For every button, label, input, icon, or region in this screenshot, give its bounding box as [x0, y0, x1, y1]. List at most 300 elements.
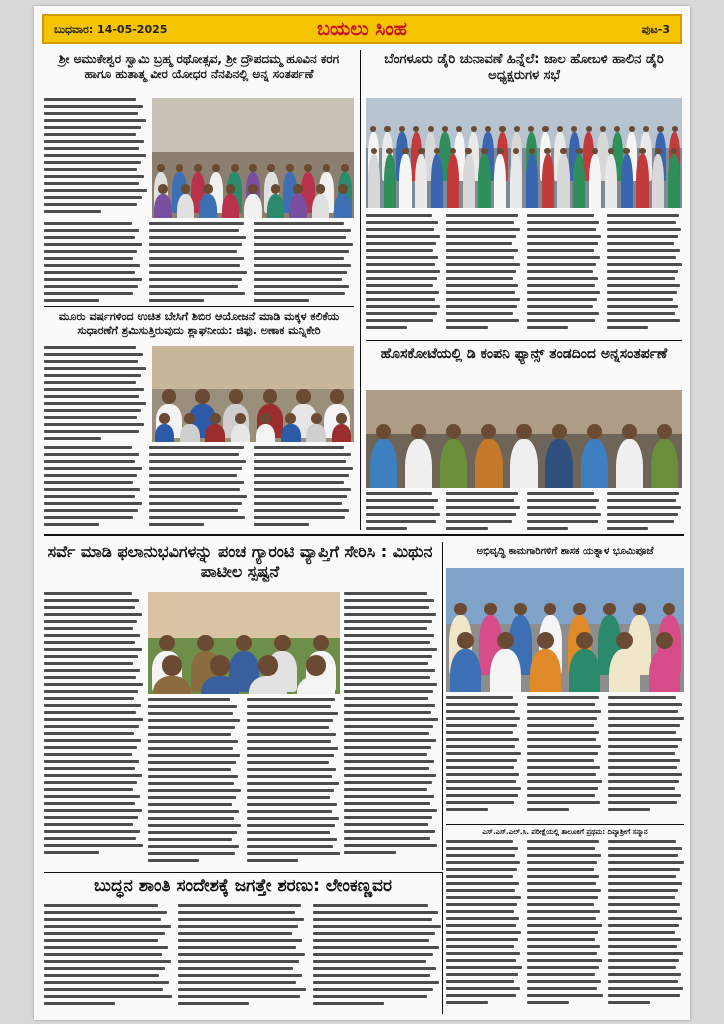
- text-line: [44, 655, 138, 658]
- text-line: [148, 768, 231, 771]
- text-line: [44, 509, 138, 512]
- person-head: [528, 126, 534, 132]
- person-head: [330, 389, 344, 403]
- text-line: [247, 824, 335, 827]
- person-head: [235, 413, 246, 424]
- person-figure: [651, 439, 678, 488]
- text-line: [607, 305, 679, 308]
- text-line: [607, 492, 680, 495]
- text-line: [344, 648, 437, 651]
- text-line: [44, 182, 139, 185]
- person-figure: [332, 424, 352, 442]
- text-line: [44, 516, 133, 519]
- person-head: [384, 126, 390, 132]
- text-line: [178, 1002, 249, 1005]
- text-line: [527, 882, 596, 885]
- text-line: [527, 214, 594, 217]
- text-line: [608, 861, 684, 864]
- text-line: [44, 662, 133, 665]
- text-line: [446, 910, 514, 913]
- text-line: [446, 717, 520, 720]
- text-line: [607, 235, 678, 238]
- text-line: [344, 809, 437, 812]
- person-figure: [510, 154, 522, 208]
- issue-date: ಬುಧವಾರ: 14-05-2025: [54, 23, 168, 36]
- text-line: [344, 760, 434, 763]
- text-line: [148, 698, 230, 701]
- text-line: [44, 641, 135, 644]
- text-line: [607, 263, 682, 266]
- person-head: [576, 148, 583, 155]
- text-column: [247, 698, 341, 868]
- text-line: [446, 938, 518, 941]
- text-column: [344, 592, 438, 868]
- text-column: [607, 492, 682, 532]
- person-figure: [616, 439, 643, 488]
- text-line: [149, 467, 242, 470]
- text-line: [608, 931, 675, 934]
- text-line: [446, 520, 512, 523]
- text-line: [607, 291, 677, 294]
- text-column: [366, 492, 441, 532]
- text-line: [44, 781, 137, 784]
- person-head: [229, 389, 243, 403]
- text-line: [44, 154, 146, 157]
- text-line: [178, 995, 299, 998]
- text-line: [44, 995, 172, 998]
- text-line: [44, 592, 132, 595]
- text-line: [254, 481, 344, 484]
- text-line: [608, 738, 682, 741]
- text-line: [366, 492, 432, 495]
- text-column: [149, 222, 249, 304]
- text-line: [527, 284, 595, 287]
- person-figure: [573, 154, 585, 208]
- text-line: [44, 523, 99, 526]
- text-line: [44, 133, 136, 136]
- text-line: [254, 271, 347, 274]
- text-column: [608, 696, 684, 820]
- text-column: [44, 446, 144, 530]
- person-figure: [231, 424, 251, 442]
- text-line: [44, 395, 139, 398]
- text-column: [366, 214, 441, 336]
- person-head: [231, 164, 239, 172]
- text-line: [44, 967, 165, 970]
- text-line: [148, 761, 236, 764]
- person-figure: [450, 649, 481, 692]
- text-line: [607, 242, 674, 245]
- text-line: [607, 277, 675, 280]
- person-figure: [581, 439, 608, 488]
- text-line: [446, 710, 515, 713]
- text-line: [178, 932, 292, 935]
- text-line: [44, 140, 144, 143]
- text-line: [44, 774, 142, 777]
- headline-sslc-topper: ಎಸ್.ಎಸ್.ಎಲ್.ಸಿ. ಪರೀಕ್ಷೆಯಲ್ಲಿ ತಾಲೂಕಿಗೆ ಪ್ರಥಮ: ದಿವ್ಯಾಶ್ರೀಗೆ ಸನ್ಮಾನ: [482, 828, 648, 836]
- person-head: [195, 389, 209, 403]
- column-divider: [442, 542, 443, 870]
- text-line: [44, 620, 137, 623]
- article-body: [446, 840, 684, 1012]
- text-line: [254, 495, 347, 498]
- person-head: [560, 148, 567, 155]
- text-line: [527, 917, 596, 920]
- text-line: [607, 228, 681, 231]
- article-body: [44, 222, 354, 304]
- person-head: [249, 164, 257, 172]
- text-line: [247, 803, 337, 806]
- text-column: [527, 214, 602, 336]
- person-head: [571, 126, 577, 132]
- text-line: [254, 523, 309, 526]
- text-line: [44, 746, 137, 749]
- person-figure: [510, 439, 537, 488]
- text-line: [44, 823, 133, 826]
- text-line: [44, 788, 133, 791]
- person-figure: [370, 439, 397, 488]
- text-line: [344, 767, 429, 770]
- text-line: [608, 952, 683, 955]
- text-line: [44, 250, 137, 253]
- text-line: [44, 925, 171, 928]
- text-line: [44, 271, 135, 274]
- text-line: [44, 229, 139, 232]
- person-head: [657, 126, 663, 132]
- text-line: [527, 987, 597, 990]
- person-head: [286, 164, 294, 172]
- text-line: [247, 733, 336, 736]
- person-head: [158, 184, 168, 194]
- text-line: [446, 221, 514, 224]
- text-line: [446, 766, 514, 769]
- person-head: [514, 603, 527, 616]
- text-line: [608, 710, 678, 713]
- text-line: [149, 299, 204, 302]
- text-line: [254, 488, 351, 491]
- text-line: [313, 960, 427, 963]
- text-line: [344, 676, 430, 679]
- text-line: [44, 634, 140, 637]
- text-line: [44, 98, 136, 101]
- section-divider: [44, 872, 442, 873]
- text-line: [446, 277, 513, 280]
- text-line: [149, 474, 237, 477]
- text-line: [148, 838, 232, 841]
- person-figure: [384, 154, 396, 208]
- text-line: [149, 446, 244, 449]
- text-line: [44, 946, 168, 949]
- text-line: [527, 780, 602, 783]
- text-line: [446, 780, 516, 783]
- person-head: [481, 148, 488, 155]
- text-line: [366, 319, 433, 322]
- text-line: [446, 868, 517, 871]
- person-head: [210, 413, 221, 424]
- text-line: [148, 789, 241, 792]
- text-line: [527, 492, 594, 495]
- text-line: [446, 298, 520, 301]
- headline-dairy-meeting: ಬೆಂಗಳೂರು ಡೈರಿ ಚುನಾವಣೆ ಹಿನ್ನೆಲೆ: ಜಾಲ ಹೋಬಳಿ ಹಾಲಿನ ಡೈರಿ ಅಧ್ಯಕ್ಷರುಗಳ ಸಭೆ: [384, 52, 664, 84]
- text-line: [148, 740, 238, 743]
- text-line: [44, 911, 167, 914]
- newspaper-page: [34, 6, 690, 1020]
- headline-rathotsava: ಶ್ರೀ ಅಮುಕೇಶ್ವರ ಸ್ವಾಮಿ ಬ್ರಹ್ಮ ರಥೋತ್ಸವ, ಶ್ರೀ ದ್ರೌಪದಮ್ಮ ಹೂವಿನ ಕರಗ ಹಾಗೂ ಹುತಾತ್ಮ ವೀರ ಯೋಧರ ನೆನಪಿನಲ್ಲಿ ಅನ್ನ ಸಂತರ್ಪಣೆ: [58, 52, 340, 81]
- person-head: [248, 184, 258, 194]
- text-line: [527, 717, 597, 720]
- text-line: [247, 789, 335, 792]
- text-line: [44, 423, 144, 426]
- text-line: [178, 911, 295, 914]
- text-line: [608, 724, 680, 727]
- person-figure: [447, 154, 459, 208]
- text-line: [254, 243, 353, 246]
- text-line: [607, 284, 680, 287]
- person-figure: [289, 194, 307, 218]
- person-head: [672, 126, 678, 132]
- text-line: [607, 214, 680, 217]
- person-figure: [668, 154, 680, 208]
- text-line: [527, 973, 595, 976]
- person-head: [516, 424, 531, 439]
- text-line: [527, 945, 600, 948]
- text-line: [44, 409, 141, 412]
- text-column: [44, 346, 148, 442]
- text-line: [608, 980, 678, 983]
- text-line: [44, 360, 138, 363]
- text-line: [254, 285, 349, 288]
- text-line: [247, 705, 331, 708]
- text-column: [527, 696, 603, 820]
- text-line: [247, 747, 339, 750]
- text-line: [247, 719, 334, 722]
- person-head: [210, 655, 231, 676]
- text-line: [44, 711, 136, 714]
- text-line: [527, 868, 594, 871]
- page-number: ಪುಟ-3: [641, 23, 670, 36]
- text-line: [44, 346, 136, 349]
- text-line: [344, 683, 437, 686]
- article-body: [44, 446, 354, 530]
- text-line: [178, 988, 305, 991]
- text-line: [313, 995, 427, 998]
- text-line: [44, 353, 143, 356]
- text-line: [44, 175, 144, 178]
- person-figure: [609, 649, 640, 692]
- text-line: [607, 256, 676, 259]
- text-line: [608, 966, 676, 969]
- person-head: [197, 635, 213, 651]
- text-line: [44, 112, 138, 115]
- person-figure: [399, 154, 411, 208]
- text-line: [44, 960, 171, 963]
- text-line: [44, 725, 139, 728]
- text-line: [148, 852, 235, 855]
- text-line: [344, 613, 436, 616]
- text-line: [313, 974, 430, 977]
- text-line: [527, 875, 599, 878]
- text-line: [44, 189, 147, 192]
- text-line: [344, 634, 434, 637]
- text-line: [148, 845, 239, 848]
- text-line: [366, 513, 440, 516]
- text-line: [44, 236, 135, 239]
- text-line: [44, 844, 143, 847]
- text-line: [44, 105, 143, 108]
- text-line: [44, 739, 141, 742]
- person-head: [587, 424, 602, 439]
- text-line: [344, 704, 435, 707]
- text-line: [44, 446, 132, 449]
- text-line: [366, 263, 435, 266]
- text-line: [254, 257, 344, 260]
- text-line: [344, 725, 433, 728]
- text-line: [366, 249, 433, 252]
- person-figure: [463, 154, 475, 208]
- person-head: [304, 164, 312, 172]
- article-body: [44, 592, 144, 868]
- text-line: [344, 592, 427, 595]
- text-line: [607, 312, 675, 315]
- text-line: [608, 987, 683, 990]
- text-line: [366, 312, 437, 315]
- text-line: [446, 752, 521, 755]
- text-line: [148, 859, 199, 862]
- person-head: [655, 148, 662, 155]
- text-line: [313, 988, 434, 991]
- text-line: [446, 1001, 488, 1004]
- text-line: [527, 527, 568, 530]
- text-column: [44, 222, 144, 304]
- text-line: [44, 851, 99, 854]
- text-line: [247, 761, 330, 764]
- person-head: [633, 603, 646, 616]
- text-line: [608, 875, 676, 878]
- text-line: [254, 264, 351, 267]
- text-line: [446, 840, 513, 843]
- text-line: [254, 299, 309, 302]
- column-divider: [360, 50, 361, 530]
- text-line: [344, 781, 432, 784]
- text-line: [44, 147, 139, 150]
- text-line: [446, 696, 513, 699]
- person-head: [341, 164, 349, 172]
- text-line: [344, 627, 427, 630]
- text-line: [148, 803, 232, 806]
- text-line: [527, 710, 601, 713]
- person-figure: [490, 649, 521, 692]
- photo-bhoomipooja: [446, 568, 684, 692]
- text-line: [44, 367, 146, 370]
- text-line: [446, 889, 515, 892]
- text-line: [527, 773, 596, 776]
- text-line: [527, 298, 597, 301]
- text-line: [527, 847, 595, 850]
- text-line: [344, 753, 427, 756]
- person-head: [586, 126, 592, 132]
- person-figure: [542, 154, 554, 208]
- text-line: [313, 967, 436, 970]
- text-line: [607, 520, 674, 523]
- text-line: [366, 214, 432, 217]
- person-figure: [605, 154, 617, 208]
- text-line: [527, 1001, 569, 1004]
- text-column: [607, 214, 682, 336]
- text-line: [446, 987, 520, 990]
- text-line: [608, 924, 679, 927]
- text-line: [44, 760, 139, 763]
- text-line: [44, 460, 135, 463]
- article-body: [44, 346, 148, 442]
- text-line: [44, 402, 146, 405]
- text-line: [446, 256, 514, 259]
- text-line: [446, 270, 516, 273]
- person-head: [260, 413, 271, 424]
- text-line: [254, 292, 345, 295]
- text-line: [247, 810, 333, 813]
- text-line: [148, 775, 238, 778]
- text-line: [527, 312, 599, 315]
- text-line: [608, 1001, 650, 1004]
- text-line: [149, 516, 245, 519]
- text-line: [148, 831, 237, 834]
- text-line: [366, 499, 438, 502]
- text-line: [366, 291, 439, 294]
- text-line: [254, 229, 351, 232]
- text-line: [344, 620, 432, 623]
- article-body: [366, 214, 682, 336]
- text-line: [178, 967, 292, 970]
- text-line: [44, 481, 133, 484]
- person-figure: [557, 154, 569, 208]
- article-body: [44, 98, 148, 218]
- text-line: [527, 759, 594, 762]
- text-line: [44, 669, 140, 672]
- text-line: [607, 527, 648, 530]
- text-line: [44, 627, 133, 630]
- text-line: [313, 911, 438, 914]
- person-head: [418, 148, 425, 155]
- person-head: [162, 389, 176, 403]
- text-line: [344, 830, 435, 833]
- text-line: [149, 292, 245, 295]
- text-line: [44, 732, 134, 735]
- text-line: [149, 460, 246, 463]
- text-line: [608, 766, 677, 769]
- text-line: [344, 690, 433, 693]
- text-line: [44, 837, 136, 840]
- photo-annasantarpane-event: [152, 98, 354, 218]
- text-line: [149, 502, 242, 505]
- text-line: [44, 257, 133, 260]
- text-line: [527, 924, 602, 927]
- text-line: [527, 910, 600, 913]
- text-line: [247, 838, 338, 841]
- text-line: [446, 319, 519, 322]
- text-line: [178, 918, 304, 921]
- text-line: [313, 981, 440, 984]
- text-line: [446, 861, 520, 864]
- text-line: [148, 754, 240, 757]
- text-line: [446, 284, 518, 287]
- text-line: [527, 235, 602, 238]
- photo-background: [446, 568, 684, 624]
- section-divider: [446, 824, 684, 825]
- text-line: [313, 953, 433, 956]
- text-line: [608, 773, 682, 776]
- person-figure: [636, 154, 648, 208]
- text-line: [44, 374, 141, 377]
